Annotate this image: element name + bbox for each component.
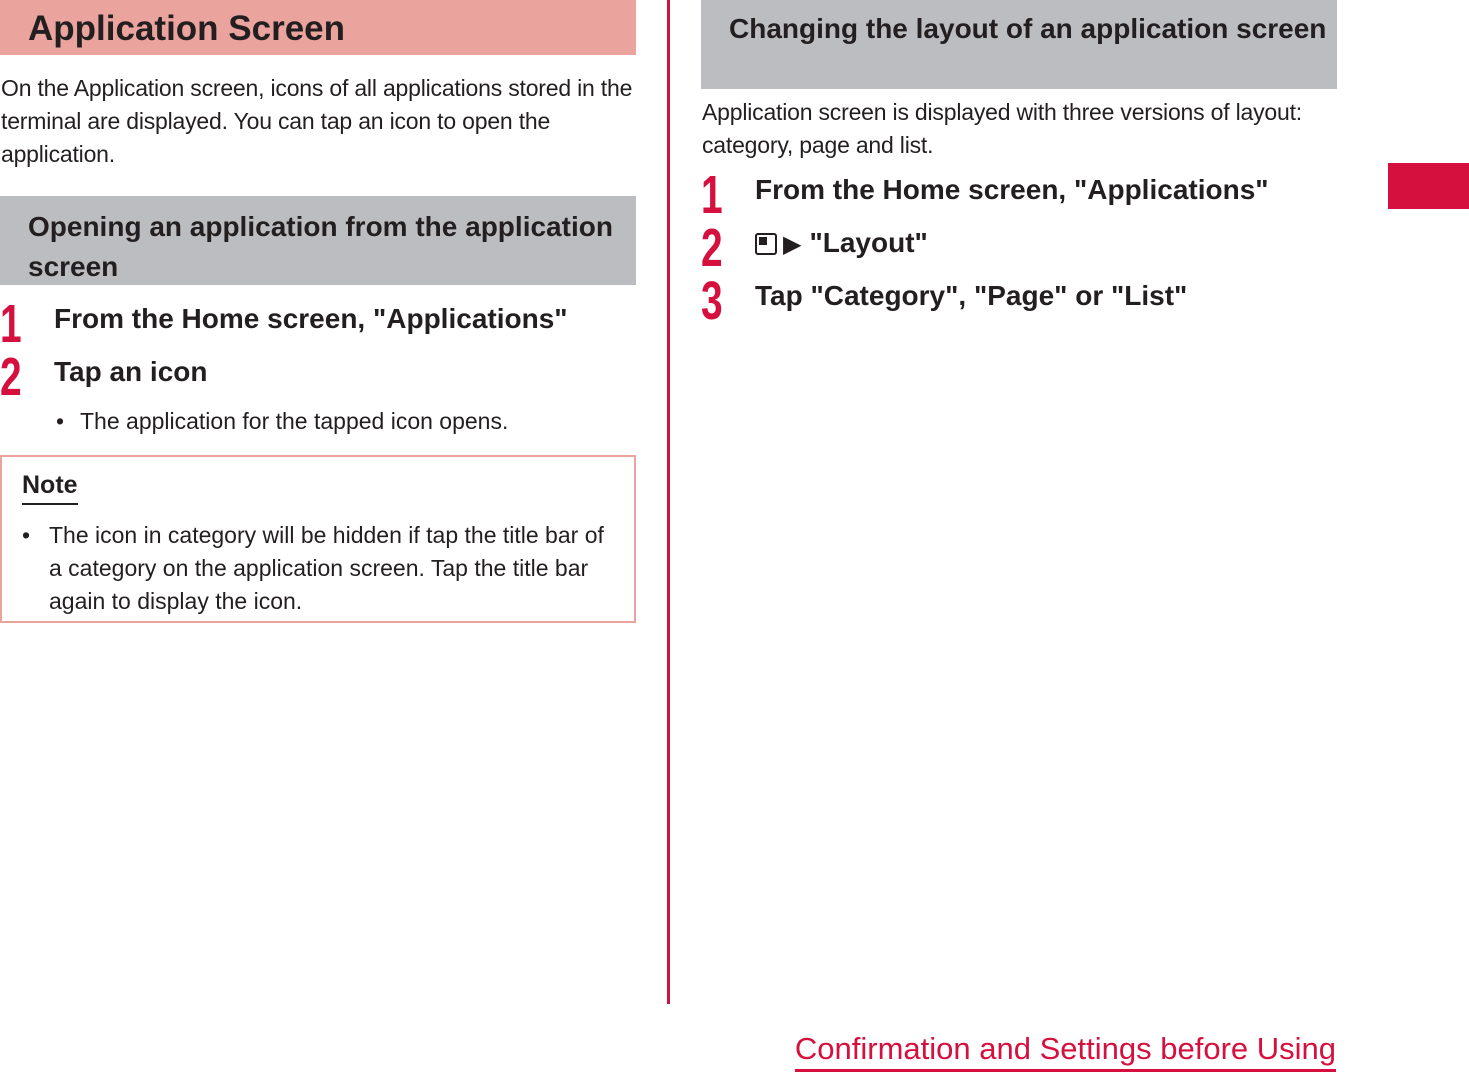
step-text: Tap an icon <box>54 356 208 387</box>
step-text <box>755 223 928 265</box>
section-heading-layout: Changing the layout of an application screen <box>701 0 1337 89</box>
step-text: From the Home screen, "Applications" <box>54 303 568 334</box>
note-text: The icon in category will be hidden if tap the title bar of a category on the application screen. Tap the title bar again to display the icon. <box>49 522 604 614</box>
right-triangle-icon: ▶ <box>783 231 802 258</box>
step-list <box>0 294 636 407</box>
step-number: 2 <box>701 218 723 278</box>
right-column <box>701 0 1337 329</box>
step-2 <box>701 218 1337 278</box>
step-label: "Layout" <box>809 227 928 258</box>
step-number: 1 <box>0 294 22 354</box>
note-title: Note <box>22 468 78 505</box>
section-heading-opening: Opening an application from the application screen <box>0 196 636 285</box>
page-title: Application Screen <box>0 0 636 55</box>
note-box <box>0 455 636 623</box>
step-number: 3 <box>701 271 723 331</box>
left-column <box>0 0 636 623</box>
column-divider <box>667 0 670 1004</box>
step-1 <box>0 294 636 354</box>
note-item <box>22 519 614 618</box>
step-bullet <box>0 405 636 438</box>
chapter-footer-title: Confirmation and Settings before Using <box>795 1030 1336 1072</box>
menu-key-icon <box>755 233 777 255</box>
step-number: 1 <box>701 165 723 225</box>
step-number: 2 <box>0 347 22 407</box>
step-2 <box>0 347 636 407</box>
step-text: Tap "Category", "Page" or "List" <box>755 280 1188 311</box>
layout-intro-paragraph: Application screen is displayed with three versions of layout: category, page and list. <box>702 99 1302 158</box>
layout-step-list <box>701 165 1337 331</box>
step-1 <box>701 165 1337 225</box>
bullet-dot: • <box>56 408 65 434</box>
intro-paragraph: On the Application screen, icons of all applications stored in the terminal are displayed. You can tap an icon to open the application. <box>1 75 633 167</box>
step-3 <box>701 271 1337 331</box>
chapter-side-tab <box>1388 163 1469 209</box>
bullet-text: The application for the tapped icon opens. <box>80 408 509 434</box>
bullet-dot: • <box>22 522 31 548</box>
step-text: From the Home screen, "Applications" <box>755 174 1269 205</box>
